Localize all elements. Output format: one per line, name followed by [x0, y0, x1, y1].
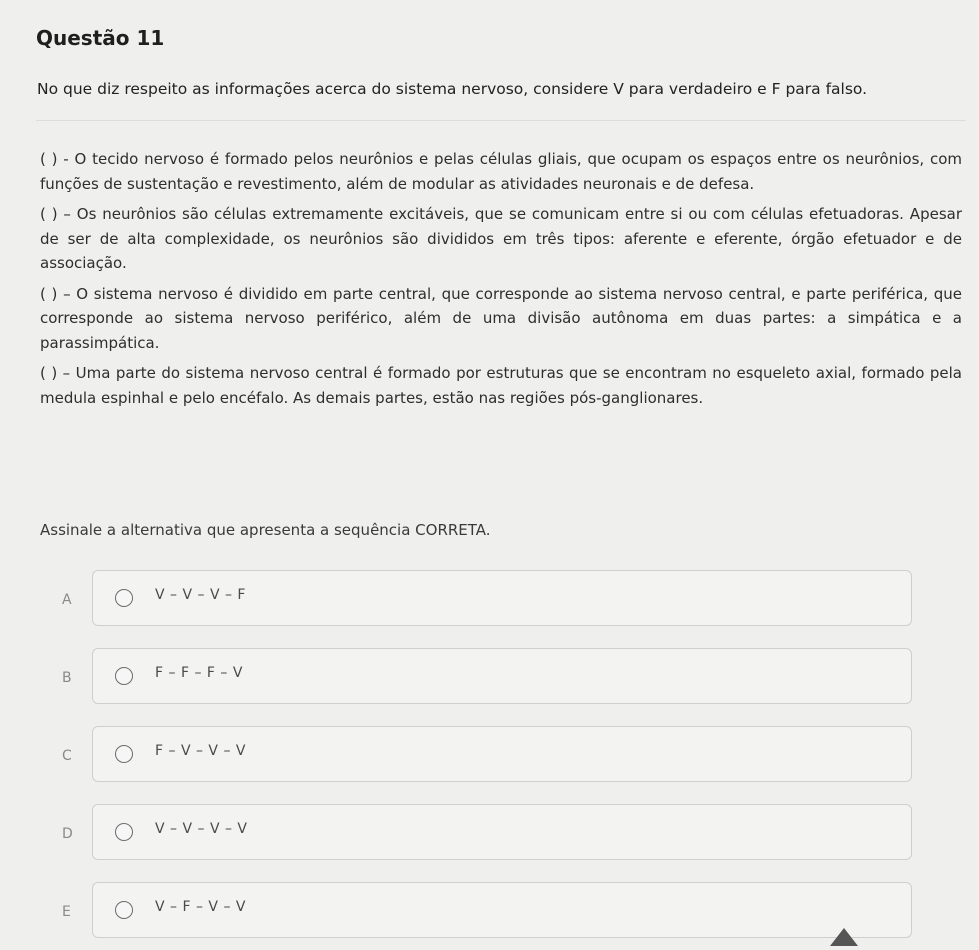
statement-2: ( ) – Os neurônios são células extremamente excitáveis, que se comunicam entre si ou com células efetuadoras. Apesar de ser de alta complexidade, os neurônios são divididos em três tipos: aferente e eferente, órgão efetuador e de associação.	[40, 205, 962, 272]
option-d[interactable]	[60, 804, 912, 860]
statement-3: ( ) – O sistema nervoso é dividido em parte central, que corresponde ao sistema nervoso central, e parte periférica, que corresponde ao sistema nervoso periférico, além de uma divisão autônoma em duas partes: a simpática e a parassimpática.	[40, 284, 962, 352]
option-text: V – F – V – V	[155, 899, 246, 915]
option-e[interactable]	[60, 882, 912, 938]
option-b[interactable]	[60, 648, 912, 704]
instruction-text: Assinale a alternativa que apresenta a sequência CORRETA.	[40, 521, 491, 539]
radio-icon[interactable]	[115, 667, 133, 685]
radio-icon[interactable]	[115, 823, 133, 841]
radio-icon[interactable]	[115, 745, 133, 763]
cursor-icon	[830, 928, 858, 946]
statements-list	[40, 147, 962, 416]
statement-1: ( ) - O tecido nervoso é formado pelos neurônios e pelas células gliais, que ocupam os espaços entre os neurônios, com funções de sustentação e revestimento, além de modular as atividades neuronais e de defesa.	[40, 150, 962, 193]
option-box[interactable]	[92, 882, 912, 938]
option-box[interactable]	[92, 570, 912, 626]
question-title: Questão 11	[36, 26, 165, 50]
option-text: F – F – F – V	[155, 665, 243, 681]
option-text: F – V – V – V	[155, 743, 246, 759]
option-letter: B	[62, 670, 72, 686]
option-a[interactable]	[60, 570, 912, 626]
question-prompt: No que diz respeito as informações acerca do sistema nervoso, considere V para verdadeiro e F para falso.	[37, 80, 868, 98]
option-text: V – V – V – V	[155, 821, 248, 837]
option-letter: C	[62, 748, 72, 764]
option-letter: A	[62, 592, 72, 608]
option-c[interactable]	[60, 726, 912, 782]
option-box[interactable]	[92, 804, 912, 860]
radio-icon[interactable]	[115, 901, 133, 919]
option-text: V – V – V – F	[155, 587, 246, 603]
option-box[interactable]	[92, 726, 912, 782]
option-letter: E	[62, 904, 71, 920]
statement-4: ( ) – Uma parte do sistema nervoso central é formado por estruturas que se encontram no esqueleto axial, formado pela medula espinhal e pelo encéfalo. As demais partes, estão nas regiões pós-ganglionares.	[40, 364, 962, 407]
divider	[36, 120, 966, 121]
option-box[interactable]	[92, 648, 912, 704]
radio-icon[interactable]	[115, 589, 133, 607]
option-letter: D	[62, 826, 73, 842]
